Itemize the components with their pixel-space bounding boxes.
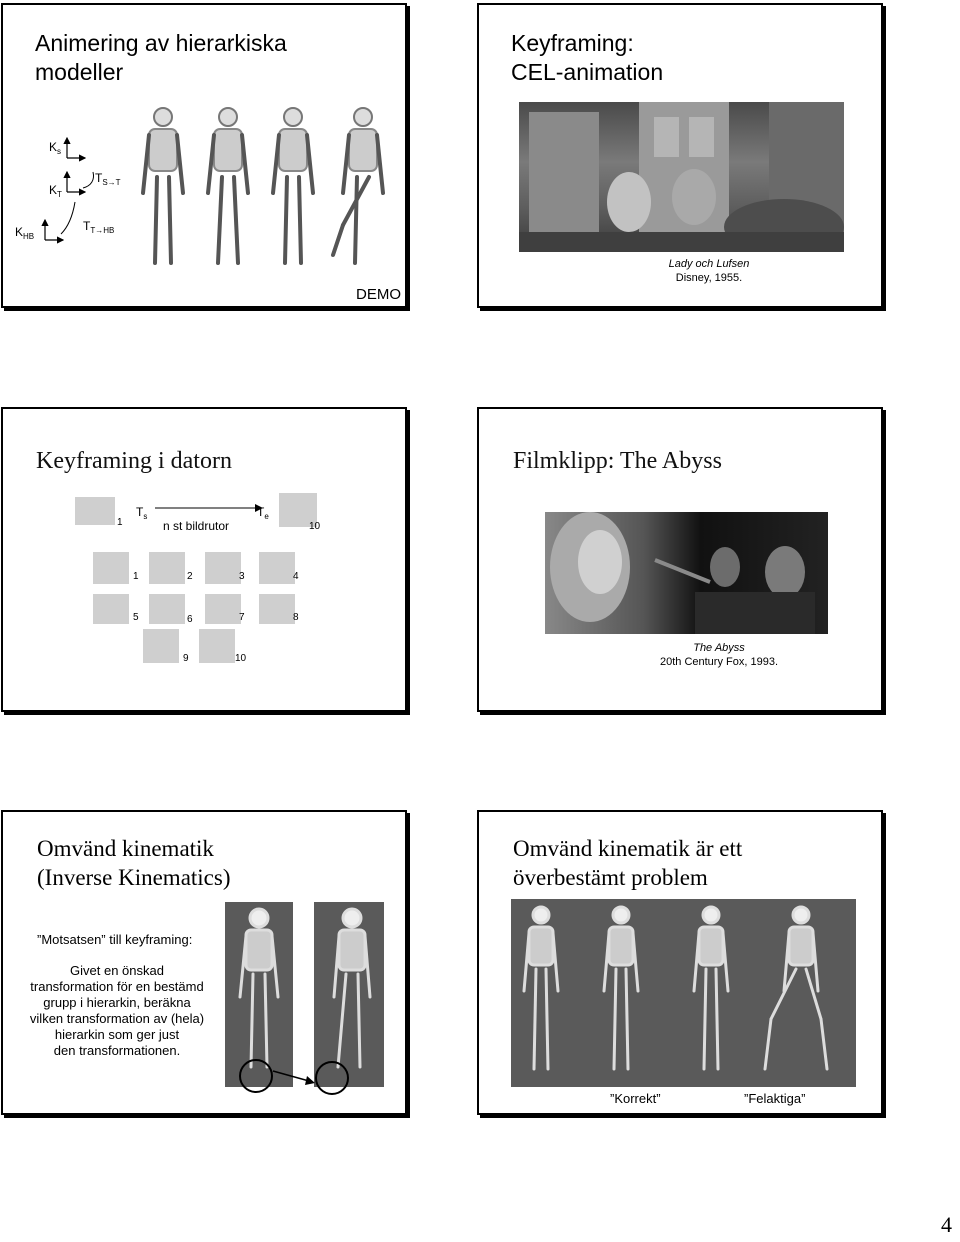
slide-title: Animering av hierarkiska modeller	[35, 30, 287, 85]
transform-label-s-to-t: $T_{S\to T}$	[95, 171, 121, 187]
slide-inverse-kinematics	[1, 810, 407, 1115]
foot-highlight-circle-end	[315, 1061, 349, 1095]
demo-label: DEMO	[356, 286, 401, 303]
key-first-number: 1	[117, 517, 123, 528]
frame-number: 3	[239, 571, 245, 582]
frame-number: 4	[293, 571, 299, 582]
frame-number: 5	[133, 612, 139, 623]
timeline-arrow	[155, 503, 265, 513]
label-incorrect: ”Felaktiga”	[744, 1091, 806, 1106]
frame-label-kt: $K_T$	[49, 183, 62, 199]
skeleton-figures-image	[133, 105, 403, 270]
skeleton-pose	[694, 907, 728, 1069]
slide-title: Filmklipp: The Abyss	[513, 448, 722, 474]
caption-source: Disney, 1955.	[675, 272, 743, 284]
teapot-frame	[259, 552, 295, 584]
slide-title: Omvänd kinematik (Inverse Kinematics)	[37, 836, 231, 890]
slide-keyframing-in-computer	[1, 407, 407, 712]
slide-title: Omvänd kinematik är ett överbestämt problem	[513, 836, 743, 890]
ik-definition: Givet en önskad transformation för en bestämd grupp i hierarkin, beräkna vilken transformation av (hela) hierarkin som ger just den transformationen.	[29, 963, 205, 1058]
frame-number: 7	[239, 612, 245, 623]
lady-and-the-tramp-still-image	[519, 102, 844, 252]
teapot-frame	[93, 594, 129, 624]
frame-number: 8	[293, 612, 299, 623]
teapot-frame	[205, 594, 241, 624]
caption-title: Lady och Lufsen	[668, 258, 750, 270]
foot-highlight-circle-start	[239, 1059, 273, 1093]
image-caption	[609, 257, 809, 285]
slide-film-clip-the-abyss	[477, 407, 883, 712]
label-correct: ”Korrekt”	[610, 1091, 661, 1106]
skeleton-pose-variants-image	[511, 899, 856, 1087]
skeleton-pose	[524, 907, 558, 1069]
skeleton-figure	[273, 108, 313, 263]
key-last-number: 10	[309, 521, 321, 532]
ts-label: $T_s$	[136, 505, 148, 521]
teapot-frame	[199, 629, 235, 663]
transform-label-t-to-hb: $T_{T\to HB}$	[83, 219, 115, 235]
teapot-frame	[149, 594, 185, 624]
caption-source: 20th Century Fox, 1993.	[659, 656, 778, 668]
ik-arrow	[271, 1067, 317, 1087]
slide-animation-hierarchical-models	[1, 3, 407, 308]
teapot-frame	[259, 594, 295, 624]
frame-number: 9	[183, 653, 189, 664]
n-frames-label: n st bildrutor	[163, 519, 230, 533]
teapot-frame	[205, 552, 241, 584]
frame-number: 1	[133, 571, 139, 582]
slide-title: Keyframing: CEL-animation	[511, 30, 664, 85]
frame-number: 10	[235, 653, 247, 664]
skeleton-figure	[333, 108, 383, 263]
frame-number: 2	[187, 571, 193, 582]
frame-number: 6	[187, 614, 193, 625]
skeleton-after-image	[314, 902, 384, 1087]
skeleton-pose	[604, 907, 638, 1069]
ik-quote: ”Motsatsen” till keyframing:	[37, 932, 193, 947]
frame-label-ks: $K_s$	[49, 140, 62, 156]
frame-label-khb: $K_{HB}$	[15, 225, 35, 241]
teapot-frame	[149, 552, 185, 584]
te-label: $T_e$	[257, 505, 269, 521]
page-number: 4	[941, 1212, 952, 1237]
image-caption	[599, 641, 839, 669]
teapot-frame	[93, 552, 129, 584]
the-abyss-still-image	[545, 512, 828, 634]
slide-title: Keyframing i datorn	[36, 448, 232, 474]
slide-keyframing-cel-animation	[477, 3, 883, 308]
skeleton-pose	[765, 907, 827, 1069]
skeleton-figure	[143, 108, 183, 263]
teapot-frame	[143, 629, 179, 663]
skeleton-figure	[208, 108, 248, 263]
slide-ik-overdetermined	[477, 810, 883, 1115]
teapot-keyframe-start	[75, 497, 115, 525]
caption-title: The Abyss	[693, 642, 745, 654]
